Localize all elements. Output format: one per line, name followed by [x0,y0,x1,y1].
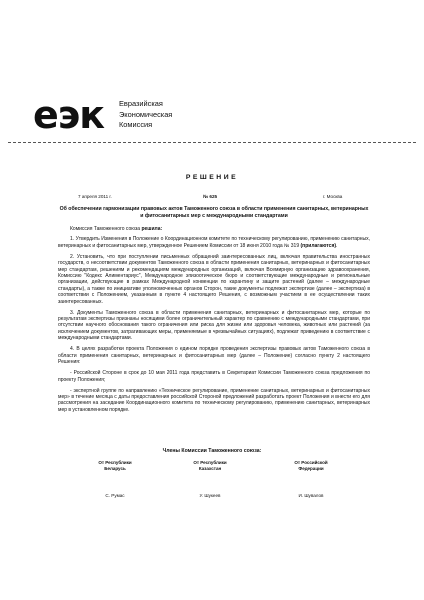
signatory-name-russia: И. Шувалов [298,493,324,498]
signatory-from: От Республики [193,460,227,465]
paragraph-6: - экспертной группе по направлению «Техническое регулирование, применение санитарных, ветеринарных и фитосанитарных мер» в течение месяца с даты предоставления российской Стороной предложений разработать проект Положения и внести его для рассмотрения на заседание Координационного комитета по техническому регулированию, применению санитарных, ветеринарных мер в установленном порядке. [58,387,370,413]
signatory-country: Беларусь [104,466,126,472]
paragraph-1 [58,236,370,249]
document-number: № 625 [203,194,218,199]
logo-mark: еэк [33,93,105,137]
signatory-belarus [75,460,155,472]
intro-paragraph [58,226,370,232]
paragraph-3: 3. Документы Таможенного союза в области применения санитарных, ветеринарных и фитосанитарных мер, которые по результатам экспертизы признаны носящими более ограничительный характер по сравнению с международными стандартами, при отсутствии научного обоснования такого ограничения или риска для жизни или здоровья человека, животных или растений (за исключением документов, затрагивающих меры, применяемые в чрезвычайных ситуациях), подлежат приведению в соответствие с международными стандартами. [58,309,370,342]
members-title: Члены Комиссии Таможенного союза: [162,448,262,454]
eek-logo [33,93,203,137]
signatory-country: Федерации [298,466,324,472]
signatory-kazakhstan [170,460,250,472]
paragraph-4: 4. В целях разработки проекта Положения о едином порядке проведения экспертизы правовых актов Таможенного союза в области применения санитарных, ветеринарных и фитосанитарных мер (далее – Положение) согласно пункту 2 настоящего Решения: [58,346,370,366]
intro-prefix: Комиссия Таможенного союза [70,226,142,232]
logo-line-1: Евразийская [119,99,163,108]
signatory-from: От Российской [294,460,328,465]
paragraph-2: 2. Установить, что при поступлении письменных обращений заинтересованных лиц, включая правительства иностранных государств, о несоответствии документов Таможенного союза в области применения санитарных, ветеринарных и фитосанитарных мер стандартам, решениям и рекомендациям международных организаций, включая Всемирную организацию здравоохранения, Комиссию "Кодекс Алиментариус", Международное эпизоотическое бюро и соответствующие международные и региональные организации, действующие в рамках Международной конвенции по карантину и защите растений (далее – международные стандарты), а также по инициативе уполномоченных органов Сторон, такие документы подлежат экспертизе (далее – экспертиза) в соответствии с Положением, указанным в пункте 4 настоящего Решения, с возможным участием в ее осуществлении таких заинтересованных. [58,253,370,305]
logo-text [119,99,172,131]
paragraph-1-end: . [336,242,338,249]
document-title: РЕШЕНИЕ [185,174,239,181]
logo-line-2: Экономическая [119,109,173,119]
logo-line-3: Комиссия [119,120,153,130]
paragraph-1-attached: (прилагаются) [300,242,337,249]
header-divider [8,142,416,143]
signatory-name-belarus: С. Румас [105,493,125,498]
signatory-russia [271,460,351,472]
signatory-name-kazakhstan: У. Шукеев [199,493,221,498]
paragraph-5: - Российской Стороне в срок до 10 мая 2011 года представить в Секретариат Комиссии Таможенного союза предложения по проекту Положения; [58,370,370,383]
intro-decided: решила: [141,226,163,232]
document-city: г. Москва [323,194,343,199]
paragraph-1-text: 1. Утвердить Изменения в Положение о Координационном комитете по техническому регулированию, применению санитарных, ветеринарных и фитосанитарных мер, утвержденное Решением Комиссии от 18 июня 2010 года № 319 [58,236,370,249]
document-body [58,226,370,418]
signatory-from: От Республики [98,460,132,465]
signatory-country: Казахстан [198,466,222,472]
document-date: 7 апреля 2011 г. [78,194,112,199]
document-heading: Об обеспечении гармонизации правовых актов Таможенного союза в области применения санитарных, ветеринарных и фитосанитарных мер с международными стандартами [59,206,369,219]
